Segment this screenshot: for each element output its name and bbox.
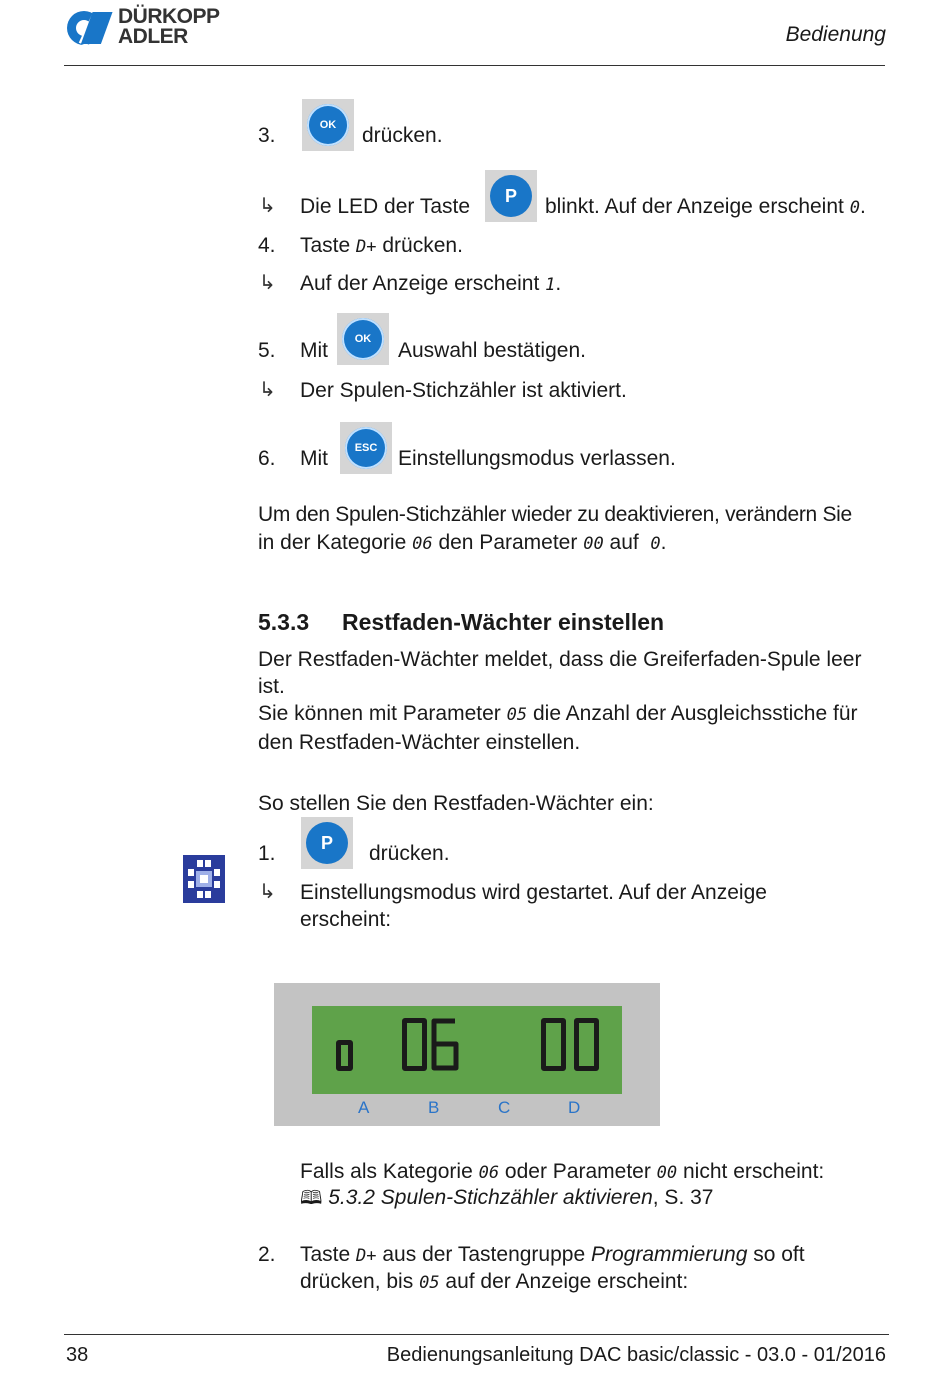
instructions-intro: So stellen Sie den Restfaden-Wächter ein: — [258, 792, 654, 815]
brand-logo — [64, 6, 234, 50]
header-section-title: Bedienung — [785, 23, 886, 46]
lcd-label-c: C — [498, 1098, 511, 1117]
footer-divider — [64, 1334, 889, 1335]
period: . — [859, 195, 866, 218]
display-value: 0 — [849, 198, 860, 218]
display-value: 05 — [419, 1273, 440, 1293]
result-arrow-icon: ↳ — [259, 272, 276, 294]
period: . — [660, 531, 667, 554]
lcd-digit-6 — [431, 1018, 459, 1071]
result-3-text: Der Spulen-Stichzähler ist aktiviert. — [300, 379, 627, 402]
p-button-icon: P — [306, 822, 348, 864]
step-2-line-2 — [300, 1268, 688, 1297]
result-arrow-icon: ↳ — [259, 881, 276, 903]
parameter-code: 05 — [506, 705, 528, 725]
category-code: 06 — [412, 534, 433, 554]
ok-key-image — [337, 313, 389, 365]
note-c: nicht erscheint: — [683, 1160, 825, 1183]
p-key-image — [485, 170, 537, 222]
result-arrow-icon: ↳ — [259, 195, 276, 217]
section-number: 5.3.3 — [258, 609, 310, 635]
lcd-indicator-digit — [336, 1040, 353, 1071]
key-code: D+ — [356, 1246, 377, 1266]
section-paragraph-1: Der Restfaden-Wächter meldet, dass die Greiferfaden-Spule leer ist. — [258, 648, 862, 698]
display-value: 1 — [545, 275, 556, 295]
step-4-b: drücken. — [382, 234, 463, 257]
ok-button-icon: OK — [342, 318, 384, 360]
result-2-a: Auf der Anzeige erscheint — [300, 272, 540, 295]
deactivate-a: in der Kategorie — [258, 531, 407, 554]
step-2-e: auf der Anzeige erscheint: — [445, 1270, 689, 1293]
deactivate-b: den Parameter — [438, 531, 578, 554]
lcd-digit-0 — [402, 1018, 427, 1071]
step-3-text: drücken. — [362, 124, 443, 147]
result-1-text-a: Die LED der Taste — [300, 195, 471, 218]
note-line-2 — [300, 1184, 713, 1212]
period: . — [555, 272, 562, 295]
step-2-line-1 — [300, 1241, 805, 1270]
result-2-text — [300, 270, 561, 299]
deactivate-line-1: Um den Spulen-Stichzähler wieder zu deaktivieren, verändern Sie — [258, 503, 852, 526]
result-1-text-b — [545, 193, 866, 222]
ok-button-icon: OK — [307, 104, 349, 146]
category-code: 06 — [478, 1163, 500, 1183]
step-5-b: Auswahl bestätigen. — [398, 339, 586, 362]
step-1-number: 1. — [258, 842, 276, 865]
esc-button-icon: ESC — [345, 427, 387, 469]
header-divider — [64, 65, 885, 66]
step-2-c: so oft — [753, 1243, 805, 1266]
parameter-code: 00 — [656, 1163, 678, 1183]
lcd-label-a: A — [358, 1098, 370, 1117]
section-title: Restfaden-Wächter einstellen — [342, 609, 665, 635]
step-6-a: Mit — [300, 447, 328, 470]
step-4-number: 4. — [258, 234, 276, 257]
step-4-a: Taste — [300, 234, 351, 257]
step-1-text: drücken. — [369, 842, 450, 865]
control-panel-pictogram-icon — [183, 855, 225, 903]
note-b: oder Parameter — [504, 1160, 651, 1183]
p2-b: die Anzahl der Ausgleichsstiche für den Restfaden-Wächter einstellen. — [258, 702, 858, 754]
key-group-name: Programmierung — [590, 1243, 748, 1266]
lcd-label-d: D — [568, 1098, 581, 1117]
deactivate-c: auf — [609, 531, 639, 554]
cross-reference-link[interactable]: 5.3.2 Spulen-Stichzähler aktivieren — [328, 1186, 653, 1209]
value-code: 0 — [650, 534, 661, 554]
esc-key-image — [340, 422, 392, 474]
parameter-code: 00 — [583, 534, 604, 554]
step-4-text — [300, 232, 463, 261]
step-5-a: Mit — [300, 339, 328, 362]
lcd-display-panel — [274, 983, 660, 1126]
brand-name-line1: DÜRKOPP — [118, 5, 220, 28]
brand-name-line2: ADLER — [118, 25, 188, 48]
step-1-result: Einstellungsmodus wird gestartet. Auf der Anzeige erscheint: — [300, 881, 767, 931]
step-5-number: 5. — [258, 339, 276, 362]
result-1-text: blinkt. Auf der Anzeige erscheint — [545, 195, 844, 218]
brand-logo-mark — [64, 8, 116, 48]
result-arrow-icon: ↳ — [259, 379, 276, 401]
step-2-number: 2. — [258, 1243, 276, 1266]
note-a: Falls als Kategorie — [300, 1160, 473, 1183]
lcd-screen — [312, 1006, 622, 1094]
page-number: 38 — [66, 1344, 89, 1366]
deactivate-line-2 — [258, 529, 667, 558]
key-code: D+ — [356, 237, 377, 257]
lcd-digit-0 — [574, 1018, 599, 1071]
step-2-b: aus der Tastengruppe — [382, 1243, 586, 1266]
lcd-label-b: B — [428, 1098, 440, 1117]
p-key-image — [301, 817, 353, 869]
step-2-a: Taste — [300, 1243, 351, 1266]
ok-key-image — [302, 99, 354, 151]
step-3-number: 3. — [258, 124, 276, 147]
footer-document-title: Bedienungsanleitung DAC basic/classic - 03.0 - 01/2016 — [386, 1344, 886, 1366]
page-reference: , S. 37 — [652, 1186, 714, 1209]
step-6-b: Einstellungsmodus verlassen. — [398, 447, 676, 470]
section-paragraph-2 — [258, 700, 888, 756]
note-line-1 — [300, 1158, 824, 1187]
step-6-number: 6. — [258, 447, 276, 470]
book-icon: 🕮 — [300, 1188, 323, 1209]
p2-a: Sie können mit Parameter — [258, 702, 501, 725]
step-2-d: drücken, bis — [300, 1270, 414, 1293]
p-button-icon: P — [490, 175, 532, 217]
lcd-digit-0 — [541, 1018, 566, 1071]
